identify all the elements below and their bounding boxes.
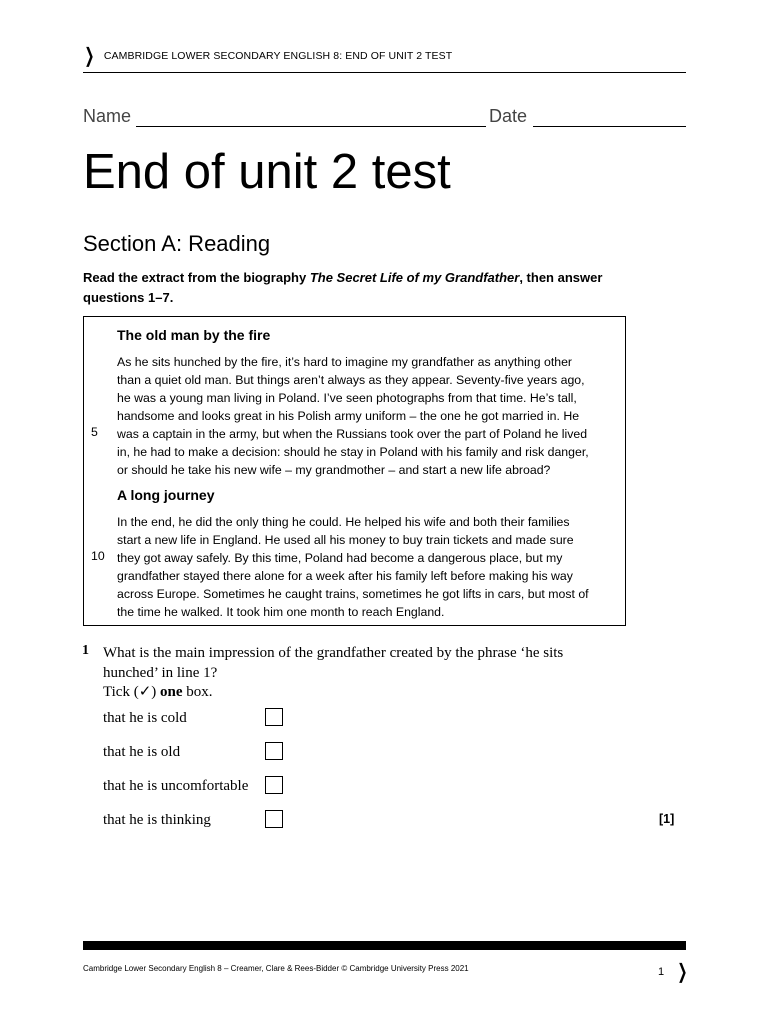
- option-checkbox[interactable]: [265, 708, 283, 726]
- extract-line: they got away safely. By this time, Poland had become a dangerous place, but my: [117, 551, 563, 565]
- extract-line: the time he walked. It took him one month to reach England.: [117, 605, 445, 619]
- running-title: CAMBRIDGE LOWER SECONDARY ENGLISH 8: END OF UNIT 2 TEST: [103, 50, 453, 62]
- marks-label: [1]: [659, 812, 675, 826]
- option-checkbox[interactable]: [265, 776, 283, 794]
- option-label: that he is thinking: [103, 812, 211, 828]
- name-field[interactable]: [136, 126, 486, 127]
- extract-line: grandfather stayed there alone for a week after his family left before making his way: [117, 569, 573, 583]
- answer-option: [103, 742, 303, 766]
- name-label: Name: [83, 106, 132, 126]
- line-number: 5: [91, 425, 98, 439]
- chevron-right-icon: ❯: [84, 45, 95, 67]
- section-heading: Section A: Reading: [83, 231, 271, 256]
- extract-box: [83, 316, 626, 626]
- extract-line: than a quiet old man. But things aren’t always as they appear. Seventy-five years ago,: [117, 373, 585, 387]
- option-label: that he is old: [103, 744, 181, 760]
- date-field[interactable]: [533, 126, 686, 127]
- extract-line: start a new life in England. He used all his money to buy train tickets and made sure: [117, 533, 574, 547]
- tick-instruction: Tick (✓) one box.: [103, 684, 213, 700]
- option-checkbox[interactable]: [265, 742, 283, 760]
- extract-line: in, he had to make a decision: should he stay in Poland with his family and risk danger,: [117, 445, 589, 459]
- extract-paragraph-1: [117, 353, 619, 479]
- extract-line: was a captain in the army, but when the Russians took over the part of Poland he lived: [117, 427, 588, 441]
- date-label: Date: [489, 106, 528, 126]
- answer-option: [103, 776, 303, 800]
- extract-heading-2: A long journey: [117, 487, 215, 503]
- extract-line: he was a young man living in Poland. I’ve seen photographs from that time. He’s tall,: [117, 391, 577, 405]
- option-label: that he is uncomfortable: [103, 778, 249, 794]
- footer-chevron[interactable]: [674, 962, 691, 983]
- header-rule: [83, 72, 686, 73]
- book-title: The Secret Life of my Grandfather: [309, 270, 520, 285]
- extract-line: As he sits hunched by the fire, it’s hard to imagine my grandfather as anything other: [117, 355, 573, 369]
- footer-bar: [83, 941, 686, 950]
- page-title: End of unit 2 test: [83, 145, 451, 199]
- question-number: 1: [82, 643, 89, 658]
- extract-line: or should he take his new wife – my grandmother – and start a new life abroad?: [117, 463, 551, 477]
- page-number: 1: [658, 966, 665, 978]
- answer-option: [103, 708, 303, 732]
- instruction: Read the extract from the biography The Secret Life of my Grandfather, then answer questions 1–7.: [83, 270, 603, 305]
- option-checkbox[interactable]: [265, 810, 283, 828]
- line-number: 10: [91, 549, 105, 563]
- extract-paragraph-2: [117, 513, 619, 621]
- extract-line: In the end, he did the only thing he could. He helped his wife and both their families: [117, 515, 570, 529]
- extract-line: handsome and looks great in his Polish army uniform – the one he got married in. He: [117, 409, 580, 423]
- answer-option: [103, 810, 303, 834]
- footer-credit: Cambridge Lower Secondary English 8 – Creamer, Clare & Rees-Bidder © Cambridge University Press 2021: [83, 964, 469, 973]
- question-text: What is the main impression of the grandfather created by the phrase ‘he sits hunched’ in line 1?: [103, 645, 564, 681]
- running-header: [83, 46, 452, 66]
- extract-line: across Europe. Sometimes he caught trains, sometimes he got lifts in cars, but most of: [117, 587, 589, 601]
- name-date-row: [83, 104, 686, 130]
- option-label: that he is cold: [103, 710, 187, 726]
- chevron-right-icon: ❯: [677, 961, 688, 983]
- extract-heading-1: The old man by the fire: [117, 327, 271, 343]
